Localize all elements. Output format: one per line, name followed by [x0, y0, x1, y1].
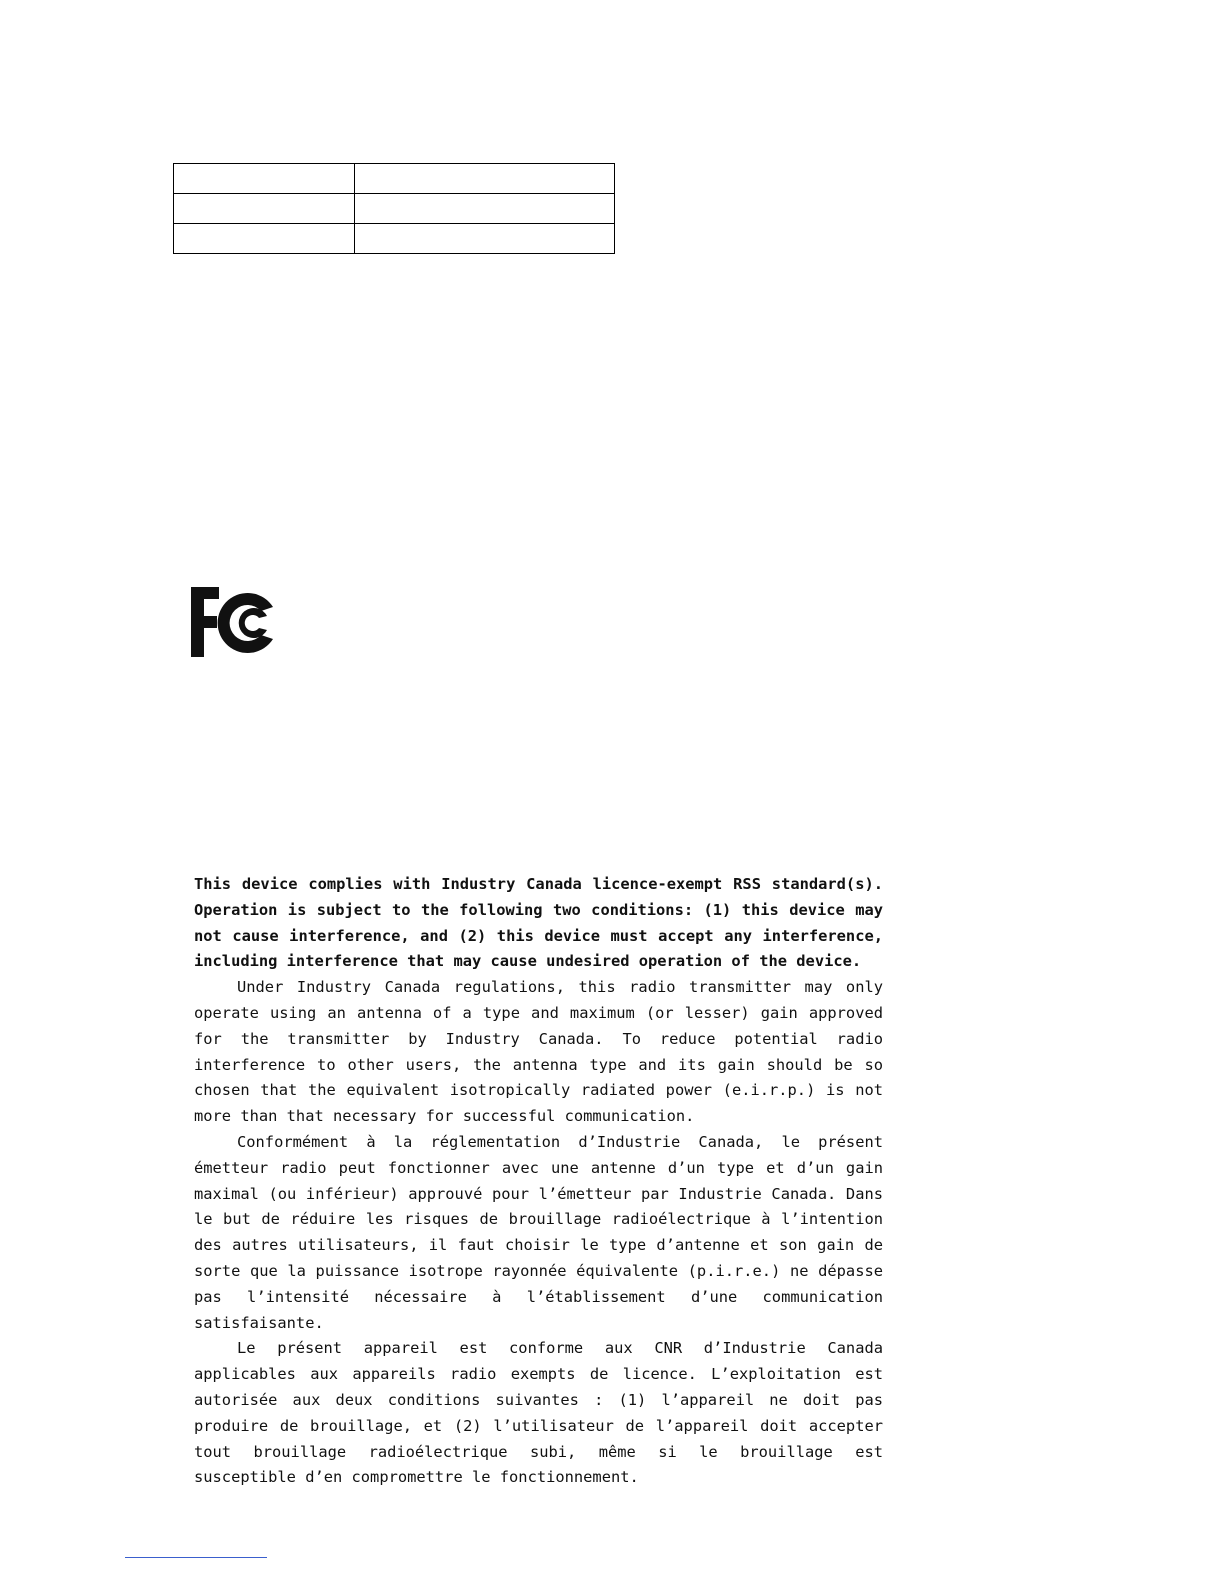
table-cell: [355, 194, 615, 224]
table-cell: [174, 194, 355, 224]
table-cell: [355, 224, 615, 254]
notice-paragraph-1: This device complies with Industry Canada licence-exempt RSS standard(s). Operation is subject to the following two conditions: (1) this device may not cause interference, and (2) this device must accept any interference, including interference that may cause undesired operation of the device.: [194, 875, 883, 971]
table-row: [174, 164, 615, 194]
fcc-logo-icon: [189, 585, 281, 661]
table-cell: [174, 164, 355, 194]
ic-compliance-notice: [194, 872, 883, 1491]
notice-paragraph-4: Le présent appareil est conforme aux CNR d’Industrie Canada applicables aux appareils radio exempts de licence. L’exploitation est autorisée aux deux conditions suivantes : (1) l’appareil ne doit pas produire de brouillage, et (2) l’utilisateur de l’appareil doit accepter tout brouillage radioélectrique subi, même si le brouillage est susceptible d’en compromettre le fonctionnement.: [194, 1339, 883, 1487]
table-cell: [355, 164, 615, 194]
table-row: [174, 194, 615, 224]
table-cell: [174, 224, 355, 254]
notice-paragraph-2: Under Industry Canada regulations, this radio transmitter may only operate using an antenna of a type and maximum (or lesser) gain approved for the transmitter by Industry Canada. To reduce potential radio interference to other users, the antenna type and its gain should be so chosen that the equivalent isotropically radiated power (e.i.r.p.) is not more than that necessary for successful communication.: [194, 978, 883, 1126]
table-row: [174, 224, 615, 254]
footnote-rule: [125, 1557, 267, 1558]
spec-table: [173, 163, 615, 254]
notice-paragraph-3: Conformément à la réglementation d’Industrie Canada, le présent émetteur radio peut fonctionner avec une antenne d’un type et d’un gain maximal (ou inférieur) approuvé pour l’émetteur par Industrie Canada. Dans le but de réduire les risques de brouillage radioélectrique à l’intention des autres utilisateurs, il faut choisir le type d’antenne et son gain de sorte que la puissance isotrope rayonnée équivalente (p.i.r.e.) ne dépasse pas l’intensité nécessaire à l’établissement d’une communication satisfaisante.: [194, 1132, 883, 1332]
